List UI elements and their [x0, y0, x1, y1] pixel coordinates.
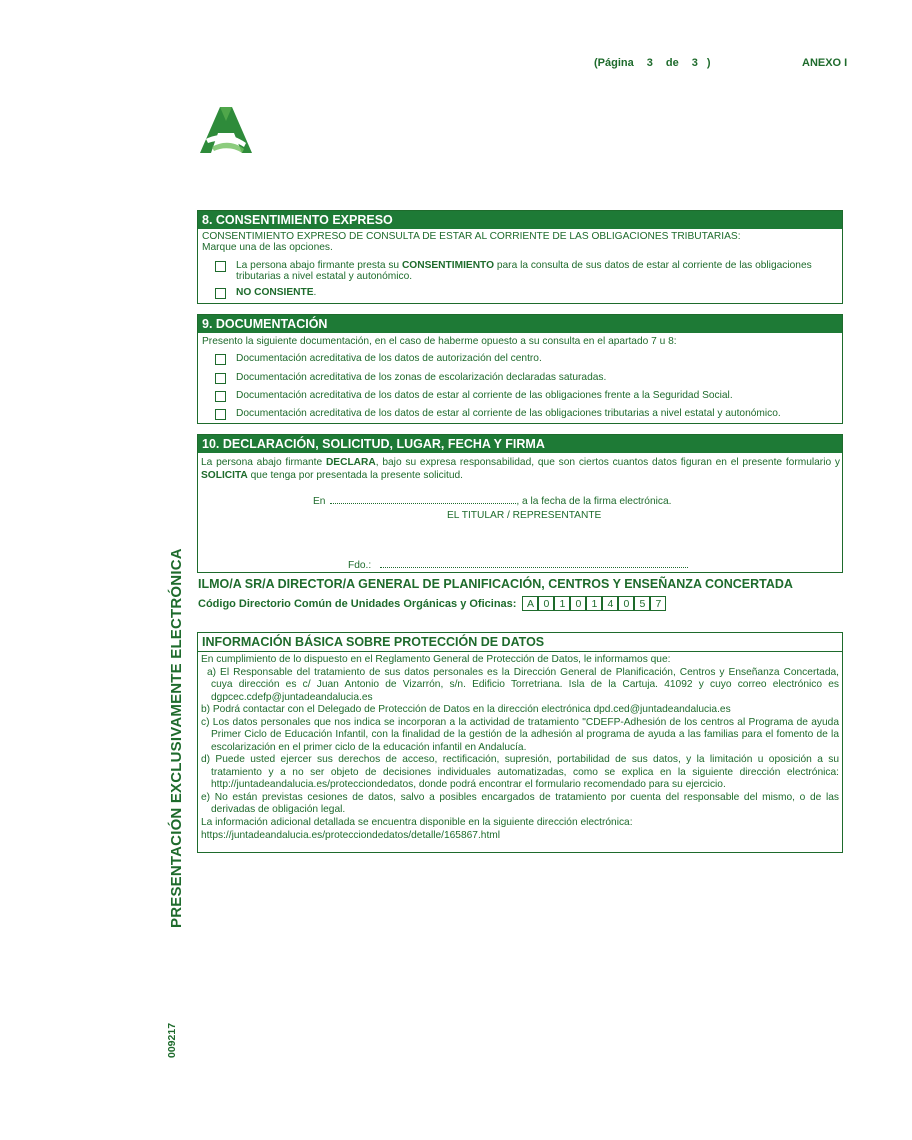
doc-checkbox[interactable] [215, 409, 226, 420]
doc-item-label: Documentación acreditativa de los datos de autorización del centro. [236, 353, 542, 364]
proteccion-item-d: d) Puede usted ejercer sus derechos de acceso, rectificación, supresión, portabilidad de sus datos, y la limitación u oposición a su tratamiento y a no ser objeto de decisiones individuales automatizadas, como se explica en la siguiente dirección electrónica: http://juntadeandalucia.es/protecciondedatos, donde podrá encontrar el formulario recomendado para su ejercicio. [201, 754, 839, 790]
presentacion-electronica-label: PRESENTACIÓN EXCLUSIVAMENTE ELECTRÓNICA [168, 548, 185, 928]
section-proteccion-datos [197, 632, 843, 853]
codigo-char: 0 [538, 596, 554, 611]
section-title: 9. DOCUMENTACIÓN [198, 315, 842, 333]
pagina-total: 3 [691, 57, 698, 69]
consent-heading: CONSENTIMIENTO EXPRESO DE CONSULTA DE ESTAR AL CORRIENTE DE LAS OBLIGACIONES TRIBUTARIAS: [202, 231, 741, 242]
consent-yes-checkbox[interactable] [215, 261, 226, 272]
proteccion-item-b: b) Podrá contactar con el Delegado de Protección de Datos en la dirección electrónica dpd.ced@juntadeandalucia.es [201, 704, 731, 715]
codigo-char: 5 [634, 596, 650, 611]
codigo-char: 0 [570, 596, 586, 611]
section-declaracion [197, 434, 843, 573]
consent-yes-label: La persona abajo firmante presta su CONSENTIMIENTO para la consulta de sus datos de estar al corriente de las obligaciones tributarias a nivel estatal y autonómico. [236, 260, 812, 282]
proteccion-item-a: a) El Responsable del tratamiento de sus datos personales es la Dirección General de Planificación, Centros y Enseñanza Concertada, cuya dirección es c/ Juan Antonio de Vizarrón, s/n. Edificio Torretriana. Isla de la Cartuja. 41092 y cuyo correo electrónico es dgpcec.cdefp@juntadeandalucia.es [207, 666, 839, 703]
titular-label: EL TITULAR / REPRESENTANTE [447, 510, 602, 521]
proteccion-adicional: La información adicional detallada se encuentra disponible en la siguiente dirección electrónica: [201, 816, 633, 828]
lugar-input[interactable] [330, 491, 516, 504]
fecha-text: , a la fecha de la firma electrónica. [516, 496, 672, 507]
codigo-char: 0 [618, 596, 634, 611]
fdo-label: Fdo.: [348, 560, 372, 571]
codigo-char: 1 [554, 596, 570, 611]
firma-row [348, 555, 688, 573]
proteccion-body [201, 654, 839, 843]
codigo-char: A [522, 596, 538, 611]
doc-intro: Presento la siguiente documentación, en el caso de haberme opuesto a su consulta en el apartado 7 u 8: [202, 336, 677, 347]
doc-item-label: Documentación acreditativa de los datos de estar al corriente de las obligaciones tributarias a nivel estatal y autonómico. [236, 408, 781, 419]
doc-item[interactable] [215, 372, 838, 384]
junta-andalucia-logo-icon [198, 103, 254, 155]
doc-item-label: Documentación acreditativa de los zonas de escolarización declaradas saturadas. [236, 372, 607, 383]
anexo-label: ANEXO I [802, 57, 848, 69]
doc-item[interactable] [215, 390, 838, 402]
codigo-boxes [522, 596, 666, 611]
doc-item[interactable] [215, 353, 838, 365]
section-consentimiento [197, 210, 843, 304]
codigo-char: 4 [602, 596, 618, 611]
proteccion-item-c: c) Los datos personales que nos indica se incorporan a la actividad de tratamiento "CDEFP-Adhesión de los centros al Programa de ayuda Primer Ciclo de Educación Infantil, con la finalidad de la gestión de la adhesión al programa de ayuda a las familias para el fomento de la escolarización en el primer ciclo de la educación infantil en Andalucía. [201, 716, 839, 753]
form-code: 009217 [166, 1022, 178, 1058]
declaracion-text: La persona abajo firmante DECLARA, bajo su expresa responsabilidad, que son ciertos cuantos datos figuran en el presente formulario y SOLICITA que tenga por presentada la presente solicitud. [201, 457, 840, 481]
close-paren: ) [706, 57, 711, 69]
codigo-char: 1 [586, 596, 602, 611]
page-counter [594, 57, 711, 69]
en-label: En [313, 496, 326, 507]
doc-item-label: Documentación acreditativa de los datos de estar al corriente de las obligaciones frente a la Seguridad Social. [236, 390, 733, 401]
consent-no-label: NO CONSIENTE. [236, 287, 317, 298]
doc-checkbox[interactable] [215, 373, 226, 384]
proteccion-intro: En cumplimiento de lo dispuesto en el Reglamento General de Protección de Datos, le informamos que: [201, 654, 671, 665]
consent-option-yes[interactable] [215, 260, 838, 282]
codigo-label: Código Directorio Común de Unidades Orgánicas y Oficinas: [198, 597, 517, 610]
destinatario-title: ILMO/A SR/A DIRECTOR/A GENERAL DE PLANIFICACIÓN, CENTROS Y ENSEÑANZA CONCERTADA [198, 577, 793, 591]
proteccion-url-link[interactable]: https://juntadeandalucia.es/protecciondedatos/detalle/165867.html [201, 830, 501, 841]
doc-checkbox[interactable] [215, 391, 226, 402]
codigo-char: 7 [650, 596, 666, 611]
consent-option-no[interactable] [215, 287, 838, 299]
lugar-row [313, 491, 671, 509]
section-documentacion [197, 314, 843, 424]
pagina-label: (Página [594, 57, 634, 69]
proteccion-item-e: e) No están previstas cesiones de datos, salvo a posibles encargados de tratamiento por cuenta del responsable del mismo, o de las derivadas de obligación legal. [201, 791, 839, 815]
de-label: de [665, 57, 679, 69]
pagina-num: 3 [646, 57, 653, 69]
doc-item[interactable] [215, 408, 838, 420]
firma-input[interactable] [380, 555, 688, 568]
codigo-row [198, 596, 666, 611]
section-title: 8. CONSENTIMIENTO EXPRESO [198, 211, 842, 229]
consent-no-checkbox[interactable] [215, 288, 226, 299]
section-title: 10. DECLARACIÓN, SOLICITUD, LUGAR, FECHA Y FIRMA [198, 435, 842, 453]
consent-instruction: Marque una de las opciones. [202, 242, 333, 253]
doc-checkbox[interactable] [215, 354, 226, 365]
section-title: INFORMACIÓN BÁSICA SOBRE PROTECCIÓN DE DATOS [198, 633, 842, 652]
